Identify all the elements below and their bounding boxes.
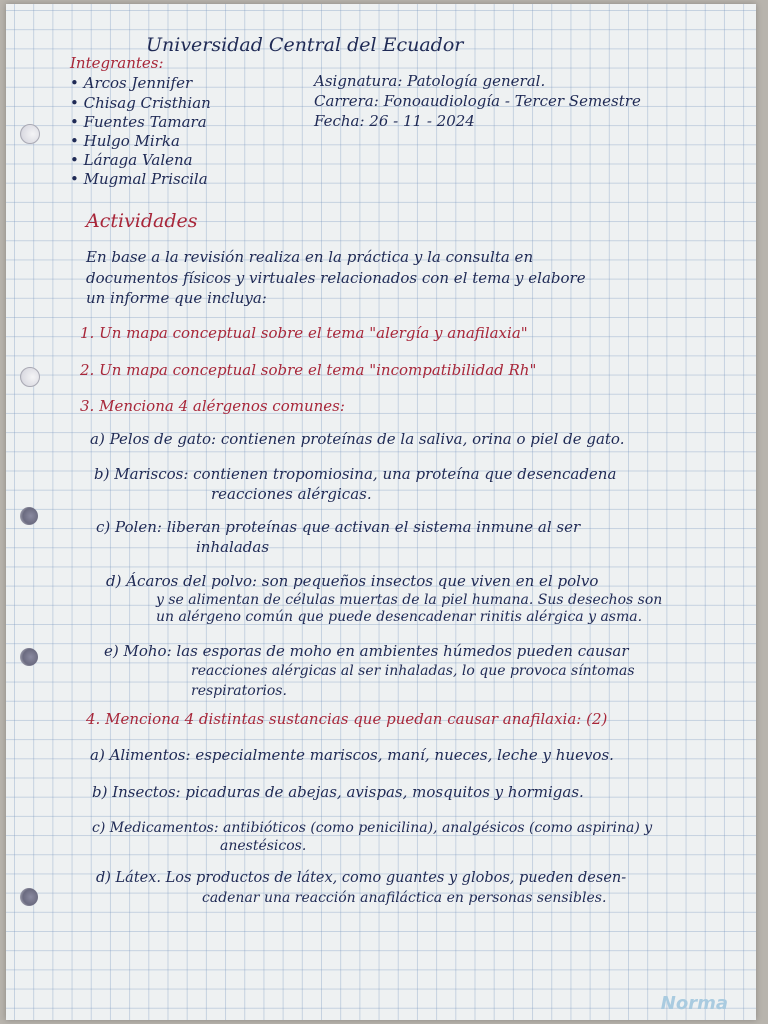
intro-line: un informe que incluya: <box>86 289 267 307</box>
substance-d-cont: cadenar una reacción anafiláctica en personas sensibles. <box>202 890 607 906</box>
activity-item-2: 2. Un mapa conceptual sobre el tema "incompatibilidad Rh" <box>80 361 537 379</box>
allergen-e: e) Moho: las esporas de moho en ambientes húmedos pueden causar <box>104 642 629 660</box>
university-title: Universidad Central del Ecuador <box>146 34 464 56</box>
allergen-b-cont: reacciones alérgicas. <box>211 485 372 503</box>
allergen-c: c) Polen: liberan proteínas que activan el sistema inmune al ser <box>96 518 581 536</box>
binder-hole <box>20 367 40 387</box>
allergen-b: b) Mariscos: contienen tropomiosina, una proteína que desencadena <box>94 465 617 483</box>
allergen-c-cont: inhaladas <box>196 538 270 556</box>
substance-a: a) Alimentos: especialmente mariscos, maní, nueces, leche y huevos. <box>90 746 614 764</box>
member-item: • Mugmal Priscila <box>70 170 208 188</box>
activity-item-1: 1. Un mapa conceptual sobre el tema "alergía y anafilaxia" <box>80 324 528 342</box>
substance-c-cont: anestésicos. <box>220 838 307 854</box>
intro-line: En base a la revisión realiza en la práctica y la consulta en <box>86 248 534 266</box>
allergen-a: a) Pelos de gato: contienen proteínas de la saliva, orina o piel de gato. <box>90 430 625 448</box>
allergen-e-cont: reacciones alérgicas al ser inhaladas, lo que provoca síntomas <box>191 663 635 679</box>
member-item: • Fuentes Tamara <box>70 113 207 131</box>
integrantes-label: Integrantes: <box>70 54 164 72</box>
member-item: • Chisag Cristhian <box>70 94 211 112</box>
asignatura-line: Asignatura: Patología general. <box>314 72 546 90</box>
fecha-line: Fecha: 26 - 11 - 2024 <box>314 112 475 130</box>
actividades-heading: Actividades <box>86 210 198 232</box>
substance-b: b) Insectos: picaduras de abejas, avispas, mosquitos y hormigas. <box>92 783 584 801</box>
binder-hole <box>20 507 38 525</box>
substance-c: c) Medicamentos: antibióticos (como penicilina), analgésicos (como aspirina) y <box>92 820 653 836</box>
carrera-line: Carrera: Fonoaudiología - Tercer Semestre <box>314 92 641 110</box>
binder-hole <box>20 648 38 666</box>
allergen-d-cont: y se alimentan de células muertas de la piel humana. Sus desechos son <box>156 592 663 608</box>
notebook-page <box>6 4 756 1020</box>
member-item: • Arcos Jennifer <box>70 74 193 92</box>
brand-logo: Norma <box>660 993 728 1014</box>
activity-item-3: 3. Menciona 4 alérgenos comunes: <box>80 397 345 415</box>
allergen-d-cont: un alérgeno común que puede desencadenar rinitis alérgica y asma. <box>156 609 643 625</box>
member-item: • Láraga Valena <box>70 151 193 169</box>
binder-hole <box>20 124 40 144</box>
substance-d: d) Látex. Los productos de látex, como guantes y globos, pueden desen- <box>96 870 627 886</box>
intro-line: documentos físicos y virtuales relacionados con el tema y elabore <box>86 269 586 287</box>
member-item: • Hulgo Mirka <box>70 132 180 150</box>
allergen-e-cont: respiratorios. <box>191 683 287 699</box>
allergen-d: d) Ácaros del polvo: son pequeños insectos que viven en el polvo <box>106 572 599 590</box>
binder-hole <box>20 888 38 906</box>
activity-item-4: 4. Menciona 4 distintas sustancias que puedan causar anafilaxia: (2) <box>86 710 608 728</box>
